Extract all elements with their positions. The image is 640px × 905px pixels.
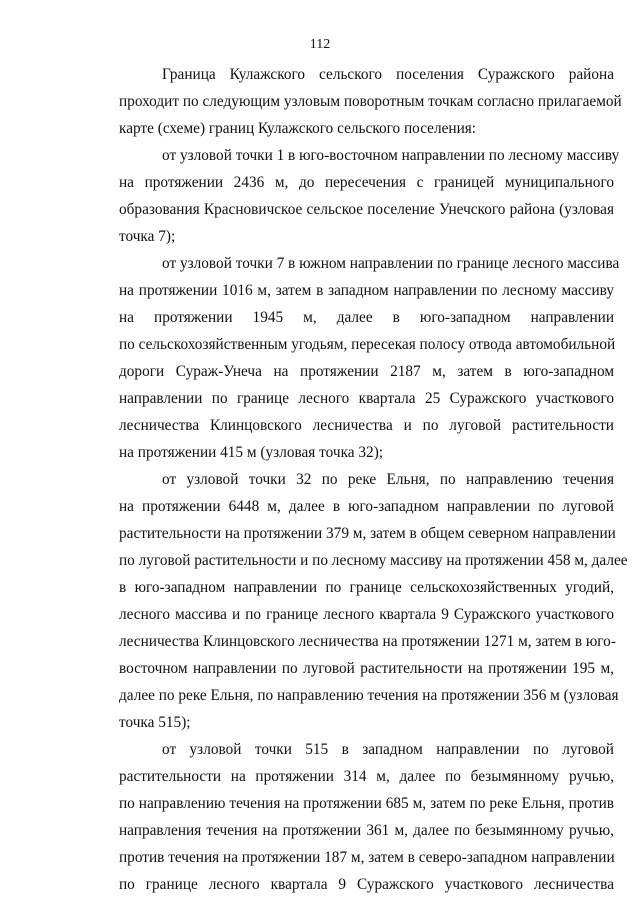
text-line: на протяжении 1016 м, затем в западном направлении по лесному массиву: [119, 282, 614, 299]
text-line: Граница Кулажского сельского поселения Суражского района: [162, 66, 614, 83]
text-line: по границе лесного квартала 9 Суражского участкового лесничества: [119, 876, 614, 893]
text-line: от узловой точки 32 по реке Ельня, по направлению течения: [162, 471, 614, 488]
text-line: растительности на протяжении 314 м, далее по безымянному ручью,: [119, 768, 614, 785]
text-line: дороги Сураж-Унеча на протяжении 2187 м, затем в юго-западном: [119, 363, 614, 380]
text-line: от узловой точки 1 в юго-восточном направлении по лесному массиву: [162, 147, 620, 164]
text-line: от узловой точки 515 в западном направлении по луговой: [162, 741, 614, 758]
text-line: лесного массива и по границе лесного квартала 9 Суражского участкового: [119, 606, 614, 623]
text-line: направления течения на протяжении 361 м, далее по безымянному ручью,: [119, 822, 614, 839]
text-line: направлении по границе лесного квартала 25 Суражского участкового: [119, 390, 614, 407]
text-line: по сельскохозяйственным угодьям, пересекая полосу отвода автомобильной: [119, 336, 616, 353]
page-number: 112: [309, 37, 331, 52]
text-line: образования Красновичское сельское поселение Унечского района (узловая: [119, 201, 614, 218]
text-line: от узловой точки 7 в южном направлении по границе лесного массива: [162, 255, 620, 272]
text-line: проходит по следующим узловым поворотным точкам согласно прилагаемой: [119, 93, 622, 110]
text-line: растительности на протяжении 379 м, затем в общем северном направлении: [119, 525, 616, 542]
text-line: по направлению течения на протяжении 685 м, затем по реке Ельня, против: [119, 795, 614, 812]
text-line: на протяжении 6448 м, далее в юго-западном направлении по луговой: [119, 498, 614, 515]
text-line: лесничества Клинцовского лесничества и по луговой растительности: [119, 417, 614, 434]
text-line: восточном направлении по луговой растительности на протяжении 195 м,: [119, 660, 614, 677]
text-line: в юго-западном направлении по границе сельскохозяйственных угодий,: [119, 579, 614, 596]
text-line: на протяжении 415 м (узловая точка 32);: [119, 444, 384, 461]
text-line: лесничества Клинцовского лесничества на протяжении 1271 м, затем в юго-: [119, 633, 616, 650]
text-line: по луговой растительности и по лесному массиву на протяжении 458 м, далее: [119, 552, 628, 569]
text-line: против течения на протяжении 187 м, затем в северо-западном направлении: [119, 849, 615, 866]
text-line: точка 515);: [119, 714, 191, 731]
text-line: на протяжении 2436 м, до пересечения с границей муниципального: [119, 174, 614, 191]
text-line: точка 7);: [119, 228, 176, 245]
text-line: далее по реке Ельня, по направлению течения на протяжении 356 м (узловая: [119, 687, 619, 704]
text-line: карте (схеме) границ Кулажского сельского поселения:: [119, 120, 477, 137]
text-line: на протяжении 1945 м, далее в юго-западном направлении: [119, 309, 614, 326]
